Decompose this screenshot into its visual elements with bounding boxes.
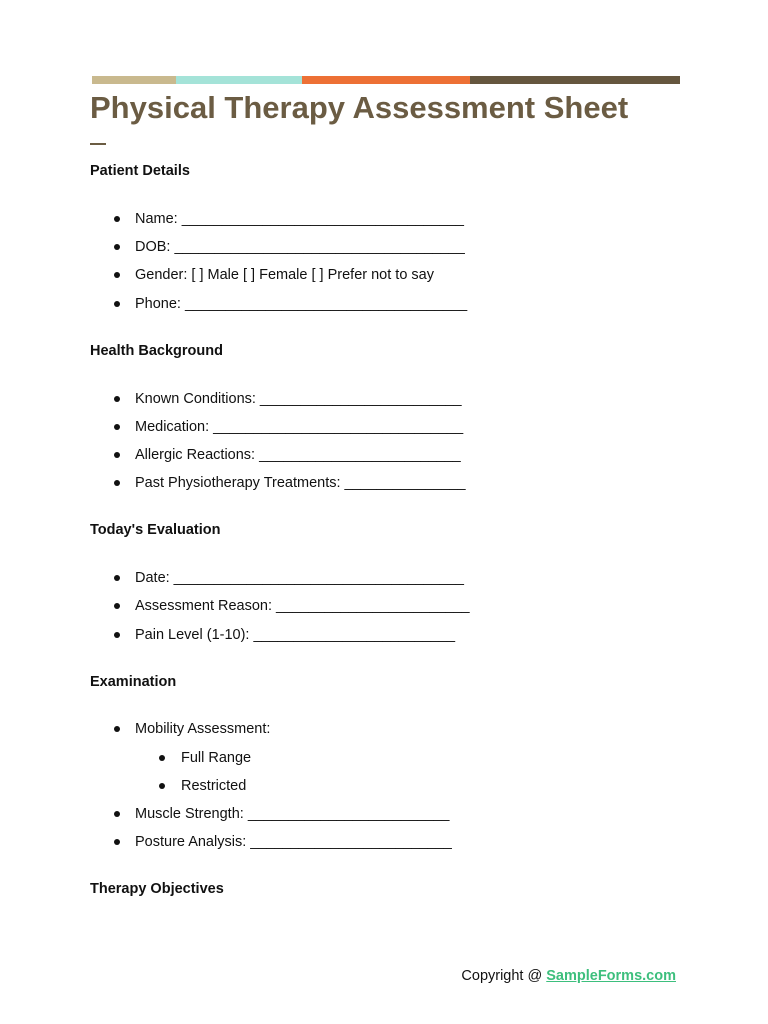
bullet-icon [114,301,120,307]
title-underline-dash [90,143,106,145]
accent-segment-brown [470,76,680,84]
bullet-icon [114,839,120,845]
accent-segment-tan [92,76,176,84]
bullet-icon [114,480,120,486]
bullet-icon [159,783,165,789]
field-muscle-strength: Muscle Strength: _________________________ [135,806,450,822]
option-restricted: Restricted [181,778,247,794]
bullet-icon [114,811,120,817]
list-item [135,210,464,228]
section-heading-todays-evaluation: Today's Evaluation [90,522,221,538]
bullet-icon [114,603,120,609]
field-phone: Phone: ___________________________________ [135,296,468,312]
accent-segment-mint [176,76,302,84]
field-assessment-reason: Assessment Reason: ________________________ [135,598,470,614]
field-mobility-assessment: Mobility Assessment: [135,721,271,737]
section-heading-examination: Examination [90,674,177,690]
copyright-text: Copyright @ [461,968,547,984]
list-item [135,266,434,284]
list-item [135,390,462,408]
bullet-icon [114,632,120,638]
list-item [135,238,465,256]
bullet-icon [114,216,120,222]
bullet-icon [159,755,165,761]
section-heading-health-background: Health Background [90,343,223,359]
list-item [135,446,461,464]
field-allergic-reactions: Allergic Reactions: _________________________ [135,447,461,463]
list-item [135,720,270,738]
list-item [135,295,467,313]
field-pain-level: Pain Level (1-10): _________________________ [135,627,456,643]
accent-segment-orange [302,76,470,84]
field-posture-analysis: Posture Analysis: _________________________ [135,834,452,850]
sub-list-item [181,749,251,767]
bullet-icon [114,726,120,732]
sampleforms-link[interactable]: SampleForms.com [546,968,676,984]
list-item [135,833,452,851]
field-medication: Medication: _______________________________ [135,419,464,435]
section-heading-therapy-objectives: Therapy Objectives [90,881,224,897]
list-item [135,474,466,492]
list-item [135,418,463,436]
bullet-icon [114,244,120,250]
field-past-treatments: Past Physiotherapy Treatments: _______________ [135,475,466,491]
list-item [135,597,470,615]
page-title: Physical Therapy Assessment Sheet [90,90,629,125]
section-heading-patient-details: Patient Details [90,163,190,179]
field-gender: Gender: [ ] Male [ ] Female [ ] Prefer not to say [135,267,434,283]
bullet-icon [114,396,120,402]
field-known-conditions: Known Conditions: _________________________ [135,391,462,407]
option-full-range: Full Range [181,750,252,766]
bullet-icon [114,452,120,458]
field-name: Name: ___________________________________ [135,211,464,227]
list-item [135,626,455,644]
sub-list-item [181,777,246,795]
list-item [135,569,464,587]
field-date: Date: ____________________________________ [135,570,464,586]
footer-copyright [461,968,676,984]
accent-color-bar [92,76,680,84]
bullet-icon [114,575,120,581]
bullet-icon [114,424,120,430]
bullet-icon [114,272,120,278]
list-item [135,805,449,823]
field-dob: DOB: ____________________________________ [135,239,465,255]
